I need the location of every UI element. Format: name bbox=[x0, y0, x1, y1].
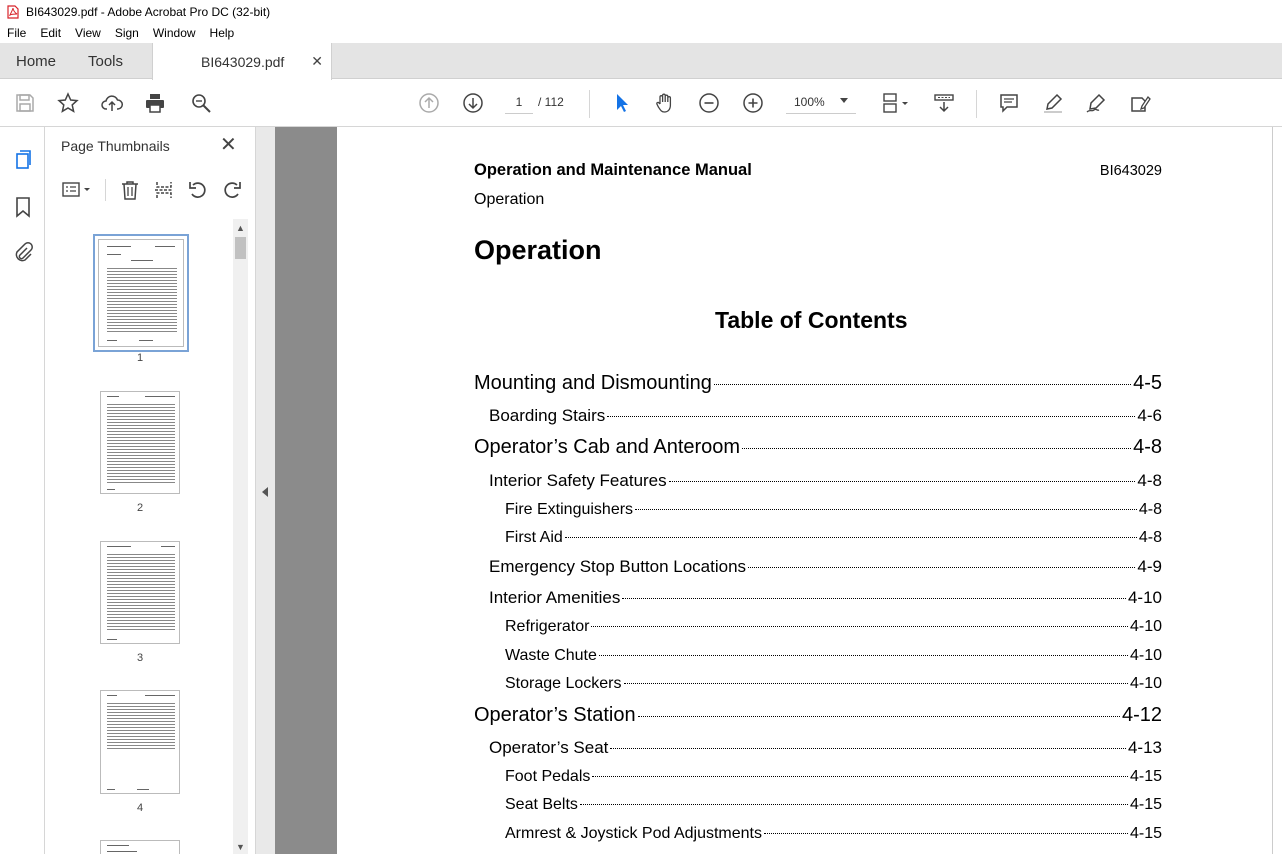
toc-entry-page: 4-8 bbox=[1138, 529, 1162, 546]
menu-help[interactable]: Help bbox=[209, 26, 235, 40]
comment-icon[interactable] bbox=[996, 90, 1022, 116]
toc-dot-leader bbox=[610, 748, 1126, 749]
tab-home[interactable]: Home bbox=[16, 52, 57, 70]
toc-dot-leader bbox=[565, 537, 1137, 538]
bookmark-icon[interactable] bbox=[11, 195, 35, 219]
toc-entry-title: Waste Chute bbox=[505, 647, 597, 664]
delete-page-icon[interactable] bbox=[117, 177, 143, 203]
scrollbar-thumb[interactable] bbox=[235, 237, 246, 259]
scroll-down-icon[interactable]: ▼ bbox=[236, 842, 245, 852]
toolbar-divider bbox=[976, 90, 977, 118]
toc-dot-leader bbox=[622, 598, 1126, 599]
toc-entry-title: Fire Extinguishers bbox=[505, 501, 634, 518]
toc-entry-page: 4-15 bbox=[1129, 825, 1162, 842]
toc-entry-page: 4-9 bbox=[1137, 557, 1162, 576]
toc-entry-page: 4-6 bbox=[1137, 406, 1162, 425]
cloud-upload-icon[interactable] bbox=[99, 90, 125, 116]
zoom-in-icon[interactable] bbox=[740, 90, 766, 116]
menu-window[interactable]: Window bbox=[152, 26, 196, 40]
section-label: Operation bbox=[474, 191, 545, 208]
toc-dot-leader bbox=[624, 683, 1128, 684]
toc-entry[interactable] bbox=[505, 501, 1162, 519]
pdf-page bbox=[337, 127, 1272, 854]
toc-entry-title: Armrest & Joystick Pod Adjustments bbox=[505, 825, 762, 842]
thumbnail-text-lines bbox=[107, 552, 175, 632]
tab-document[interactable] bbox=[152, 43, 332, 80]
toc-entry-page: 4-12 bbox=[1121, 704, 1162, 726]
toc-entry-page: 4-15 bbox=[1129, 768, 1162, 785]
toc-entry-title: Emergency Stop Button Locations bbox=[489, 557, 747, 576]
toc-entry-page: 4-10 bbox=[1129, 675, 1162, 692]
tab-tools[interactable]: Tools bbox=[88, 52, 124, 70]
toc-entry[interactable] bbox=[489, 406, 1162, 426]
page-layout-icon[interactable] bbox=[877, 90, 915, 116]
toc-title: Table of Contents bbox=[715, 307, 908, 333]
menu-view[interactable]: View bbox=[75, 26, 101, 40]
toc-dot-leader bbox=[742, 448, 1131, 449]
page-thumbnails-icon[interactable] bbox=[11, 148, 35, 172]
select-cursor-icon[interactable] bbox=[608, 90, 634, 116]
page-thumbnail-4[interactable] bbox=[100, 690, 180, 794]
toc-entry-title: Mounting and Dismounting bbox=[474, 372, 712, 394]
toolbar-divider bbox=[589, 90, 590, 118]
thumbnail-page-number: 1 bbox=[136, 352, 144, 364]
toc-dot-leader bbox=[599, 655, 1128, 656]
extract-pages-icon[interactable] bbox=[151, 177, 177, 203]
toc-entry-title: Foot Pedals bbox=[505, 768, 591, 785]
toc-entry[interactable] bbox=[505, 675, 1162, 693]
thumbnail-text-lines bbox=[107, 402, 175, 484]
toc-dot-leader bbox=[635, 509, 1137, 510]
toc-entry-title: Storage Lockers bbox=[505, 675, 622, 692]
toc-entry-page: 4-8 bbox=[1138, 501, 1162, 518]
toc-entry-title: First Aid bbox=[505, 529, 563, 546]
thumbnail-page-number: 2 bbox=[136, 502, 144, 514]
rotate-counterclockwise-icon[interactable] bbox=[185, 177, 211, 203]
toc-entry-title: Boarding Stairs bbox=[489, 406, 606, 425]
document-id: BI643029 bbox=[1099, 163, 1162, 179]
toc-entry-title: Operator’s Station bbox=[474, 704, 636, 726]
thumbnail-text-lines bbox=[107, 701, 175, 751]
toc-entry-title: Seat Belts bbox=[505, 796, 578, 813]
star-icon[interactable] bbox=[55, 90, 81, 116]
thumbnail-page-number: 3 bbox=[136, 652, 144, 664]
toc-dot-leader bbox=[714, 384, 1131, 385]
highlight-pen-icon[interactable] bbox=[1040, 90, 1066, 116]
toc-dot-leader bbox=[638, 716, 1120, 717]
toc-entry-title: Operator’s Cab and Anteroom bbox=[474, 436, 741, 458]
toc-entry[interactable] bbox=[489, 471, 1162, 491]
right-panel-edge bbox=[1272, 127, 1282, 854]
toc-entry-page: 4-8 bbox=[1133, 436, 1162, 458]
toc-entry-title: Interior Amenities bbox=[489, 588, 621, 607]
panel-title: Page Thumbnails bbox=[61, 138, 170, 154]
scroll-up-icon[interactable]: ▲ bbox=[236, 223, 245, 233]
left-navigation-rail bbox=[0, 127, 45, 854]
thumbnails-toolbar bbox=[45, 177, 255, 205]
toc-entry[interactable] bbox=[505, 647, 1162, 665]
toc-entry[interactable] bbox=[505, 529, 1162, 547]
toc-entry-page: 4-5 bbox=[1133, 372, 1162, 394]
toc-dot-leader bbox=[669, 481, 1136, 482]
zoom-dropdown[interactable] bbox=[786, 90, 856, 114]
page-thumbnail-5[interactable] bbox=[100, 840, 180, 854]
document-view[interactable] bbox=[275, 127, 1282, 854]
search-zoom-icon[interactable] bbox=[188, 90, 214, 116]
toc-dot-leader bbox=[607, 416, 1135, 417]
fill-sign-icon[interactable] bbox=[1127, 90, 1153, 116]
draw-signature-icon[interactable] bbox=[1083, 90, 1109, 116]
toc-entry-title: Interior Safety Features bbox=[489, 471, 667, 490]
toc-entry[interactable] bbox=[505, 768, 1162, 786]
toc-dot-leader bbox=[764, 833, 1128, 834]
thumbnail-page-number: 4 bbox=[136, 802, 144, 814]
toc-dot-leader bbox=[748, 567, 1135, 568]
page-thumbnail-2[interactable] bbox=[100, 391, 180, 494]
menu-edit[interactable]: Edit bbox=[40, 26, 62, 40]
toc-entry[interactable] bbox=[489, 738, 1162, 758]
menu-file[interactable]: File bbox=[7, 26, 27, 40]
rotate-clockwise-icon[interactable] bbox=[219, 177, 245, 203]
toc-entry[interactable] bbox=[489, 557, 1162, 577]
toc-entry[interactable] bbox=[489, 588, 1162, 608]
chapter-heading: Operation bbox=[474, 235, 602, 265]
chevron-down-icon bbox=[840, 98, 848, 103]
tab-bar bbox=[0, 43, 1282, 79]
tab-document-label: BI643029.pdf bbox=[201, 53, 285, 70]
attachment-icon[interactable] bbox=[11, 240, 35, 264]
toc-entry[interactable] bbox=[474, 372, 1162, 395]
toc-entry[interactable] bbox=[505, 825, 1162, 843]
page-number-input[interactable] bbox=[505, 90, 533, 114]
page-thumbnail-3[interactable] bbox=[100, 541, 180, 644]
hand-tool-icon[interactable] bbox=[652, 90, 678, 116]
menu-bar bbox=[0, 23, 1282, 43]
previous-page-icon[interactable] bbox=[416, 90, 442, 116]
toc-entry[interactable] bbox=[474, 704, 1162, 727]
toc-entry-page: 4-10 bbox=[1129, 647, 1162, 664]
toc-entry-title: Refrigerator bbox=[505, 618, 590, 635]
window-title: BI643029.pdf - Adobe Acrobat Pro DC (32-bit) bbox=[26, 4, 271, 19]
thumbnail-text-lines bbox=[107, 266, 177, 334]
next-page-icon[interactable] bbox=[460, 90, 486, 116]
thumbnail-options-icon[interactable] bbox=[59, 177, 95, 203]
toc-entry[interactable] bbox=[474, 436, 1162, 459]
manual-title: Operation and Maintenance Manual bbox=[474, 161, 752, 179]
toc-entry[interactable] bbox=[505, 796, 1162, 814]
toc-entry-page: 4-13 bbox=[1127, 738, 1162, 757]
close-panel-icon[interactable]: ✕ bbox=[220, 134, 237, 156]
toc-entry-title: Operator’s Seat bbox=[489, 738, 609, 757]
toc-entry-page: 4-10 bbox=[1127, 588, 1162, 607]
page-total: / 112 bbox=[538, 95, 564, 109]
toolbar-divider bbox=[105, 179, 106, 201]
print-icon[interactable] bbox=[142, 90, 168, 116]
close-tab-icon[interactable]: ✕ bbox=[311, 53, 323, 69]
scroll-mode-icon[interactable] bbox=[931, 90, 957, 116]
toc-entry-page: 4-8 bbox=[1137, 471, 1162, 490]
acrobat-pdf-icon bbox=[6, 5, 20, 19]
menu-sign[interactable]: Sign bbox=[114, 26, 139, 40]
thumbnails-scrollbar[interactable] bbox=[233, 219, 248, 854]
toc-entry-page: 4-10 bbox=[1129, 618, 1162, 635]
zoom-out-icon[interactable] bbox=[696, 90, 722, 116]
toc-dot-leader bbox=[580, 804, 1128, 805]
collapse-panel-icon[interactable] bbox=[262, 487, 268, 497]
page-thumbnail-1[interactable] bbox=[98, 239, 184, 347]
toc-dot-leader bbox=[591, 626, 1127, 627]
toc-entry-page: 4-15 bbox=[1129, 796, 1162, 813]
toc-dot-leader bbox=[592, 776, 1128, 777]
zoom-value: 100% bbox=[794, 94, 825, 109]
save-icon[interactable] bbox=[12, 90, 38, 116]
title-bar bbox=[0, 0, 1282, 23]
toc-entry[interactable] bbox=[505, 618, 1162, 636]
